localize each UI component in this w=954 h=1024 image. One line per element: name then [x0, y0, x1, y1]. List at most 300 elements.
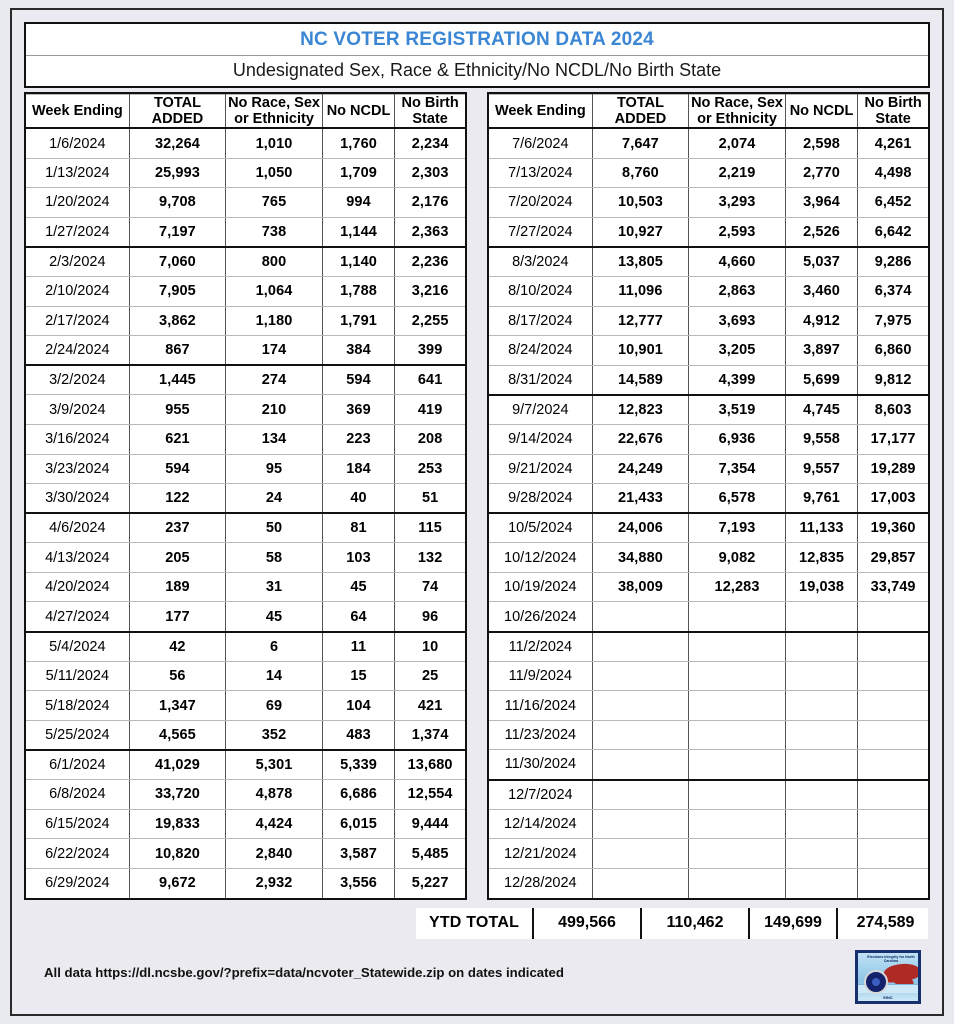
cell-no-ncdl: 594: [322, 365, 394, 395]
cell-total-added: 19,833: [129, 809, 226, 839]
cell-no-race-sex-ethnicity: 24: [226, 484, 323, 514]
cell-no-ncdl: 483: [322, 720, 394, 750]
table-row: [489, 395, 928, 425]
col-header-no-race-sex-ethnicity: No Race, Sex or Ethnicity: [226, 95, 323, 129]
cell-no-ncdl: 11,133: [785, 513, 857, 543]
cell-no-ncdl: 6,686: [322, 780, 394, 810]
cell-no-ncdl: [785, 720, 857, 750]
cell-total-added: 594: [129, 454, 226, 484]
cell-no-ncdl: 369: [322, 395, 394, 425]
table-row: [26, 513, 465, 543]
cell-no-race-sex-ethnicity: 1,050: [226, 158, 323, 188]
cell-no-birth-state: 7,975: [858, 306, 928, 336]
footer: [24, 955, 930, 1013]
cell-total-added: 12,823: [592, 395, 689, 425]
cell-no-birth-state: 25: [395, 661, 465, 691]
cell-week-ending: 5/18/2024: [26, 691, 129, 721]
cell-no-ncdl: 3,556: [322, 868, 394, 898]
cell-no-birth-state: 2,255: [395, 306, 465, 336]
cell-no-race-sex-ethnicity: 1,180: [226, 306, 323, 336]
cell-week-ending: 6/22/2024: [26, 839, 129, 869]
col-header-total-added: TOTAL ADDED: [129, 95, 226, 129]
cell-week-ending: 10/12/2024: [489, 543, 592, 573]
cell-no-ncdl: [785, 868, 857, 898]
table-row: [26, 780, 465, 810]
cell-no-ncdl: 184: [322, 454, 394, 484]
cell-week-ending: 4/13/2024: [26, 543, 129, 573]
cell-no-birth-state: 19,360: [858, 513, 928, 543]
cell-total-added: 32,264: [129, 128, 226, 158]
cell-no-race-sex-ethnicity: 3,693: [689, 306, 786, 336]
table-row: [26, 809, 465, 839]
cell-no-birth-state: 253: [395, 454, 465, 484]
cell-no-race-sex-ethnicity: 7,193: [689, 513, 786, 543]
cell-week-ending: 3/16/2024: [26, 424, 129, 454]
table-row: [489, 839, 928, 869]
table-row: [26, 247, 465, 277]
cell-total-added: 3,862: [129, 306, 226, 336]
col-header-week-ending: Week Ending: [489, 95, 592, 129]
cell-total-added: 41,029: [129, 750, 226, 780]
cell-week-ending: 8/3/2024: [489, 247, 592, 277]
cell-week-ending: 2/24/2024: [26, 336, 129, 366]
cell-total-added: 11,096: [592, 276, 689, 306]
cell-total-added: [592, 632, 689, 662]
cell-no-ncdl: 9,557: [785, 454, 857, 484]
cell-no-ncdl: 40: [322, 484, 394, 514]
cell-no-birth-state: 399: [395, 336, 465, 366]
table-row: [26, 306, 465, 336]
cell-no-race-sex-ethnicity: [689, 661, 786, 691]
cell-week-ending: 4/20/2024: [26, 572, 129, 602]
cell-no-race-sex-ethnicity: 134: [226, 424, 323, 454]
cell-no-ncdl: 2,770: [785, 158, 857, 188]
table-row: [489, 336, 928, 366]
cell-week-ending: 5/4/2024: [26, 632, 129, 662]
col-header-no-ncdl: No NCDL: [322, 95, 394, 129]
cell-no-race-sex-ethnicity: 352: [226, 720, 323, 750]
cell-no-race-sex-ethnicity: 4,878: [226, 780, 323, 810]
cell-week-ending: 1/20/2024: [26, 188, 129, 218]
cell-no-ncdl: 9,761: [785, 484, 857, 514]
cell-no-birth-state: 2,176: [395, 188, 465, 218]
cell-no-race-sex-ethnicity: 2,863: [689, 276, 786, 306]
ytd-no-ncdl: 149,699: [750, 908, 838, 939]
cell-no-ncdl: [785, 632, 857, 662]
cell-no-ncdl: 45: [322, 572, 394, 602]
cell-no-ncdl: [785, 780, 857, 810]
cell-no-ncdl: 15: [322, 661, 394, 691]
table-row: [26, 276, 465, 306]
cell-no-race-sex-ethnicity: [689, 868, 786, 898]
cell-no-race-sex-ethnicity: [689, 691, 786, 721]
cell-no-ncdl: 64: [322, 602, 394, 632]
table-row: [26, 365, 465, 395]
cell-week-ending: 1/6/2024: [26, 128, 129, 158]
cell-no-race-sex-ethnicity: 2,593: [689, 217, 786, 247]
cell-no-birth-state: 5,227: [395, 868, 465, 898]
cell-no-ncdl: 1,760: [322, 128, 394, 158]
cell-no-race-sex-ethnicity: 5,301: [226, 750, 323, 780]
cell-no-ncdl: 1,788: [322, 276, 394, 306]
cell-total-added: [592, 661, 689, 691]
ytd-total-row: [24, 908, 930, 939]
table-row: [489, 720, 928, 750]
cell-week-ending: 12/28/2024: [489, 868, 592, 898]
cell-no-birth-state: [858, 780, 928, 810]
cell-total-added: 10,503: [592, 188, 689, 218]
table-row: [489, 247, 928, 277]
cell-total-added: 9,672: [129, 868, 226, 898]
cell-no-ncdl: 5,339: [322, 750, 394, 780]
cell-no-birth-state: 5,485: [395, 839, 465, 869]
table-row: [26, 128, 465, 158]
cell-week-ending: 6/15/2024: [26, 809, 129, 839]
cell-no-race-sex-ethnicity: 2,840: [226, 839, 323, 869]
cell-no-race-sex-ethnicity: 1,010: [226, 128, 323, 158]
cell-no-ncdl: 3,460: [785, 276, 857, 306]
cell-no-race-sex-ethnicity: [689, 750, 786, 780]
cell-week-ending: 5/11/2024: [26, 661, 129, 691]
title-block: [24, 22, 930, 88]
table-row: [489, 513, 928, 543]
cell-week-ending: 2/3/2024: [26, 247, 129, 277]
cell-total-added: 12,777: [592, 306, 689, 336]
cell-no-race-sex-ethnicity: 4,660: [689, 247, 786, 277]
cell-week-ending: 1/27/2024: [26, 217, 129, 247]
cell-no-birth-state: 10: [395, 632, 465, 662]
cell-week-ending: 4/27/2024: [26, 602, 129, 632]
cell-no-ncdl: 1,791: [322, 306, 394, 336]
cell-no-birth-state: [858, 809, 928, 839]
cell-no-race-sex-ethnicity: 274: [226, 365, 323, 395]
cell-no-birth-state: 51: [395, 484, 465, 514]
cell-no-birth-state: 8,603: [858, 395, 928, 425]
table-row: [26, 750, 465, 780]
cell-total-added: 14,589: [592, 365, 689, 395]
cell-total-added: 24,006: [592, 513, 689, 543]
cell-total-added: [592, 839, 689, 869]
table-row: [26, 424, 465, 454]
cell-no-race-sex-ethnicity: 800: [226, 247, 323, 277]
cell-no-ncdl: 3,897: [785, 336, 857, 366]
table-row: [489, 188, 928, 218]
cell-no-ncdl: [785, 661, 857, 691]
cell-no-race-sex-ethnicity: 58: [226, 543, 323, 573]
cell-week-ending: 4/6/2024: [26, 513, 129, 543]
cell-no-birth-state: 4,498: [858, 158, 928, 188]
cell-week-ending: 6/8/2024: [26, 780, 129, 810]
cell-no-race-sex-ethnicity: 4,424: [226, 809, 323, 839]
cell-week-ending: 2/17/2024: [26, 306, 129, 336]
cell-no-ncdl: 223: [322, 424, 394, 454]
cell-week-ending: 10/5/2024: [489, 513, 592, 543]
cell-no-race-sex-ethnicity: 12,283: [689, 572, 786, 602]
tables-container: [24, 92, 930, 900]
cell-no-ncdl: 1,144: [322, 217, 394, 247]
cell-total-added: 955: [129, 395, 226, 425]
cell-no-ncdl: 12,835: [785, 543, 857, 573]
table-row: [489, 128, 928, 158]
table-row: [26, 868, 465, 898]
cell-no-ncdl: 4,745: [785, 395, 857, 425]
table-row: [489, 750, 928, 780]
table-row: [489, 543, 928, 573]
cell-no-birth-state: 3,216: [395, 276, 465, 306]
cell-total-added: 56: [129, 661, 226, 691]
table-row: [26, 484, 465, 514]
right-table-wrapper: [487, 92, 930, 900]
cell-no-ncdl: 2,598: [785, 128, 857, 158]
cell-no-race-sex-ethnicity: 738: [226, 217, 323, 247]
table-row: [489, 158, 928, 188]
cell-no-ncdl: 81: [322, 513, 394, 543]
cell-week-ending: 12/14/2024: [489, 809, 592, 839]
cell-no-race-sex-ethnicity: 210: [226, 395, 323, 425]
cell-week-ending: 5/25/2024: [26, 720, 129, 750]
cell-no-birth-state: 6,374: [858, 276, 928, 306]
cell-no-ncdl: 3,964: [785, 188, 857, 218]
col-header-no-race-sex-ethnicity: No Race, Sex or Ethnicity: [689, 95, 786, 129]
cell-no-birth-state: 6,860: [858, 336, 928, 366]
left-data-table: [26, 94, 465, 898]
cell-total-added: 177: [129, 602, 226, 632]
cell-total-added: 24,249: [592, 454, 689, 484]
cell-week-ending: 3/9/2024: [26, 395, 129, 425]
left-table-head: [26, 95, 465, 129]
cell-week-ending: 11/16/2024: [489, 691, 592, 721]
left-table-wrapper: [24, 92, 467, 900]
cell-week-ending: 8/10/2024: [489, 276, 592, 306]
cell-no-birth-state: 2,303: [395, 158, 465, 188]
col-header-no-birth-state: No Birth State: [858, 95, 928, 129]
cell-week-ending: 9/14/2024: [489, 424, 592, 454]
right-data-table: [489, 94, 928, 898]
right-table-body: [489, 128, 928, 897]
cell-no-birth-state: 17,177: [858, 424, 928, 454]
cell-week-ending: 6/1/2024: [26, 750, 129, 780]
cell-no-race-sex-ethnicity: 31: [226, 572, 323, 602]
cell-no-ncdl: [785, 839, 857, 869]
cell-no-race-sex-ethnicity: 6,578: [689, 484, 786, 514]
organization-logo-badge: [855, 950, 921, 1004]
cell-total-added: 205: [129, 543, 226, 573]
cell-total-added: 9,708: [129, 188, 226, 218]
cell-no-race-sex-ethnicity: 1,064: [226, 276, 323, 306]
cell-no-ncdl: [785, 602, 857, 632]
cell-week-ending: 7/20/2024: [489, 188, 592, 218]
cell-no-race-sex-ethnicity: 2,074: [689, 128, 786, 158]
cell-week-ending: 3/2/2024: [26, 365, 129, 395]
table-row: [489, 691, 928, 721]
cell-no-ncdl: 1,140: [322, 247, 394, 277]
cell-total-added: 34,880: [592, 543, 689, 573]
cell-no-race-sex-ethnicity: 3,293: [689, 188, 786, 218]
cell-no-birth-state: 208: [395, 424, 465, 454]
cell-no-race-sex-ethnicity: 69: [226, 691, 323, 721]
table-row: [489, 424, 928, 454]
col-header-no-birth-state: No Birth State: [395, 95, 465, 129]
cell-total-added: [592, 602, 689, 632]
table-row: [489, 632, 928, 662]
cell-no-birth-state: 2,236: [395, 247, 465, 277]
cell-week-ending: 3/23/2024: [26, 454, 129, 484]
cell-no-birth-state: 4,261: [858, 128, 928, 158]
cell-no-ncdl: [785, 809, 857, 839]
cell-no-birth-state: 17,003: [858, 484, 928, 514]
table-row: [26, 632, 465, 662]
table-row: [489, 276, 928, 306]
cell-total-added: 7,647: [592, 128, 689, 158]
cell-total-added: 10,820: [129, 839, 226, 869]
cell-no-ncdl: 5,699: [785, 365, 857, 395]
left-table-body: [26, 128, 465, 897]
cell-no-birth-state: 6,642: [858, 217, 928, 247]
table-row: [489, 572, 928, 602]
cell-no-race-sex-ethnicity: 3,519: [689, 395, 786, 425]
cell-no-race-sex-ethnicity: 14: [226, 661, 323, 691]
table-row: [26, 188, 465, 218]
cell-week-ending: 11/23/2024: [489, 720, 592, 750]
cell-no-ncdl: 11: [322, 632, 394, 662]
badge-top-text: Elections Integrity for North Carolina: [867, 954, 915, 964]
cell-total-added: 621: [129, 424, 226, 454]
col-header-week-ending: Week Ending: [26, 95, 129, 129]
cell-no-race-sex-ethnicity: [689, 780, 786, 810]
cell-no-birth-state: 13,680: [395, 750, 465, 780]
table-row: [26, 336, 465, 366]
col-header-total-added: TOTAL ADDED: [592, 95, 689, 129]
cell-no-race-sex-ethnicity: 4,399: [689, 365, 786, 395]
cell-total-added: [592, 809, 689, 839]
right-table-head: [489, 95, 928, 129]
document-sheet: [10, 8, 944, 1016]
cell-no-birth-state: [858, 720, 928, 750]
table-row: [489, 306, 928, 336]
page-subtitle: Undesignated Sex, Race & Ethnicity/No NCDL/No Birth State: [232, 60, 722, 80]
cell-total-added: 1,445: [129, 365, 226, 395]
cell-no-ncdl: 19,038: [785, 572, 857, 602]
ytd-total-inner: [416, 908, 928, 939]
table-row: [26, 572, 465, 602]
cell-week-ending: 8/24/2024: [489, 336, 592, 366]
cell-total-added: 25,993: [129, 158, 226, 188]
cell-no-ncdl: 9,558: [785, 424, 857, 454]
table-row: [26, 720, 465, 750]
table-row: [26, 602, 465, 632]
right-header-row: [489, 95, 928, 129]
cell-week-ending: 7/27/2024: [489, 217, 592, 247]
cell-week-ending: 8/31/2024: [489, 365, 592, 395]
cell-total-added: 13,805: [592, 247, 689, 277]
table-row: [489, 454, 928, 484]
cell-week-ending: 8/17/2024: [489, 306, 592, 336]
cell-total-added: 237: [129, 513, 226, 543]
cell-total-added: 42: [129, 632, 226, 662]
left-header-row: [26, 95, 465, 129]
cell-week-ending: 6/29/2024: [26, 868, 129, 898]
cell-no-race-sex-ethnicity: 174: [226, 336, 323, 366]
cell-week-ending: 12/7/2024: [489, 780, 592, 810]
cell-no-birth-state: [858, 839, 928, 869]
cell-no-race-sex-ethnicity: 3,205: [689, 336, 786, 366]
cell-total-added: [592, 720, 689, 750]
cell-total-added: [592, 691, 689, 721]
cell-no-birth-state: 132: [395, 543, 465, 573]
cell-no-birth-state: [858, 750, 928, 780]
cell-no-ncdl: 103: [322, 543, 394, 573]
table-row: [26, 839, 465, 869]
cell-week-ending: 9/28/2024: [489, 484, 592, 514]
table-row: [489, 365, 928, 395]
table-row: [26, 691, 465, 721]
cell-no-race-sex-ethnicity: 6: [226, 632, 323, 662]
table-row: [489, 809, 928, 839]
cell-total-added: 38,009: [592, 572, 689, 602]
cell-total-added: [592, 750, 689, 780]
cell-week-ending: 9/7/2024: [489, 395, 592, 425]
cell-no-race-sex-ethnicity: [689, 839, 786, 869]
cell-week-ending: 12/21/2024: [489, 839, 592, 869]
cell-total-added: 21,433: [592, 484, 689, 514]
table-row: [26, 158, 465, 188]
cell-no-race-sex-ethnicity: 9,082: [689, 543, 786, 573]
cell-no-ncdl: 4,912: [785, 306, 857, 336]
cell-no-birth-state: 12,554: [395, 780, 465, 810]
cell-week-ending: 7/6/2024: [489, 128, 592, 158]
cell-no-birth-state: 9,286: [858, 247, 928, 277]
cell-total-added: 8,760: [592, 158, 689, 188]
cell-week-ending: 10/19/2024: [489, 572, 592, 602]
data-source-note: All data https://dl.ncsbe.gov/?prefix=data/ncvoter_Statewide.zip on dates indicated: [44, 964, 564, 980]
cell-total-added: [592, 868, 689, 898]
cell-no-race-sex-ethnicity: 765: [226, 188, 323, 218]
cell-no-ncdl: 6,015: [322, 809, 394, 839]
cell-no-race-sex-ethnicity: [689, 632, 786, 662]
ytd-total-added: 499,566: [534, 908, 642, 939]
cell-week-ending: 7/13/2024: [489, 158, 592, 188]
cell-no-ncdl: 3,587: [322, 839, 394, 869]
cell-no-race-sex-ethnicity: 2,219: [689, 158, 786, 188]
cell-total-added: 7,905: [129, 276, 226, 306]
cell-total-added: 7,060: [129, 247, 226, 277]
table-row: [489, 602, 928, 632]
table-row: [26, 661, 465, 691]
cell-no-birth-state: [858, 868, 928, 898]
cell-no-birth-state: 419: [395, 395, 465, 425]
cell-no-birth-state: 641: [395, 365, 465, 395]
ytd-no-race-sex-ethnicity: 110,462: [642, 908, 750, 939]
cell-no-birth-state: 33,749: [858, 572, 928, 602]
cell-total-added: [592, 780, 689, 810]
ytd-no-birth-state: 274,589: [856, 914, 915, 932]
cell-total-added: 4,565: [129, 720, 226, 750]
table-row: [26, 395, 465, 425]
cell-no-race-sex-ethnicity: 45: [226, 602, 323, 632]
cell-week-ending: 11/2/2024: [489, 632, 592, 662]
cell-no-birth-state: 115: [395, 513, 465, 543]
cell-total-added: 22,676: [592, 424, 689, 454]
cell-total-added: 1,347: [129, 691, 226, 721]
cell-no-ncdl: 104: [322, 691, 394, 721]
table-row: [489, 780, 928, 810]
cell-no-birth-state: 1,374: [395, 720, 465, 750]
cell-no-race-sex-ethnicity: [689, 809, 786, 839]
cell-week-ending: 3/30/2024: [26, 484, 129, 514]
cell-no-ncdl: 994: [322, 188, 394, 218]
cell-week-ending: 10/26/2024: [489, 602, 592, 632]
table-row: [26, 217, 465, 247]
